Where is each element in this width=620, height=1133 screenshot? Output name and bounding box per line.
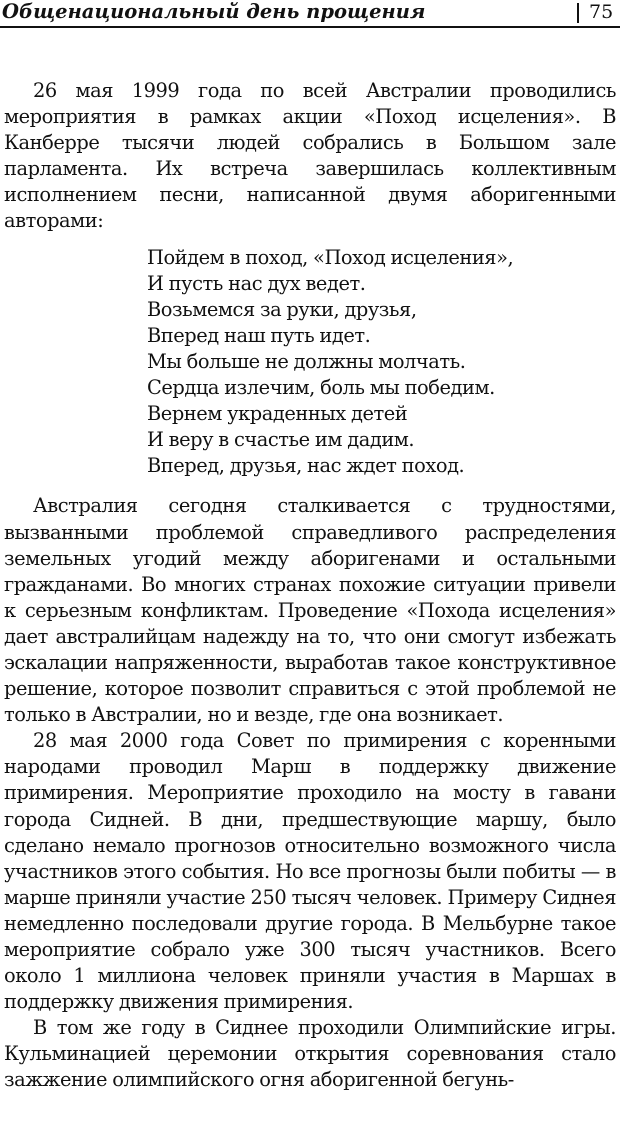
poem-line: Вперед, друзья, нас ждет поход. — [147, 454, 465, 478]
poem-line: Вернем украденных детей — [147, 402, 408, 426]
chapter-title: Общенациональный день прощения — [2, 0, 426, 23]
header-rule — [0, 26, 620, 28]
poem-line: Возьмемся за руки, друзья, — [147, 297, 417, 321]
body-text — [4, 78, 616, 1094]
poem-line: Сердца излечим, боль мы победим. — [147, 376, 495, 400]
poem — [147, 245, 616, 480]
header-separator — [577, 3, 579, 23]
page-number: 75 — [589, 1, 614, 23]
poem-line: Мы больше не должны молчать. — [147, 349, 466, 373]
poem-line: Пойдем в поход, «Поход исцеления», — [147, 245, 514, 269]
poem-line: И веру в счастье им дадим. — [147, 428, 415, 452]
poem-line: И пусть нас дух ведет. — [147, 271, 366, 295]
running-header — [0, 0, 620, 26]
paragraph-olympics: В том же году в Сиднее проходили Олимпийские игры. Кульминацией церемонии открытия соревнования стало зажжение олимпийского огня аборигенной бегунь- — [4, 1016, 616, 1092]
poem-line: Вперед наш путь идет. — [147, 323, 371, 347]
paragraph-intro: 26 мая 1999 года по всей Австралии проводились мероприятия в рамках акции «Поход исцеления». В Канберре тысячи людей собрались в Большом зале парламента. Их встреча завершилась коллективным исполнением песни, написанной двумя аборигенными авторами: — [4, 79, 616, 233]
paragraph-march: 28 мая 2000 года Совет по примирения с коренными народами проводил Марш в поддержку движение примирения. Мероприятие проходило на мосту в гавани города Сидней. В дни, предшествующие маршу, было сделано немало прогнозов относительно возможного числа участников этого события. Но все прогнозы были побиты — в марше приняли участие 250 тысяч человек. Примеру Сиднея немедленно последовали другие города. В Мельбурне такое мероприятие собрало уже 300 тысяч участников. Всего около 1 миллиона человек приняли участия в Маршах в поддержку движения примирения. — [4, 729, 616, 1014]
paragraph-australia: Австралия сегодня сталкивается с трудностями, вызванными проблемой справедливого распределения земельных угодий между аборигенами и остальными гражданами. Во многих странах похожие ситуации привели к серьезным конфликтам. Проведение «Похода исцеления» дает австралийцам надежду на то, что они смогут избежать эскалации напряженности, выработав такое конструктивное решение, которое позволит справиться с этой проблемой не только в Австралии, но и везде, где она возникает. — [4, 494, 616, 727]
